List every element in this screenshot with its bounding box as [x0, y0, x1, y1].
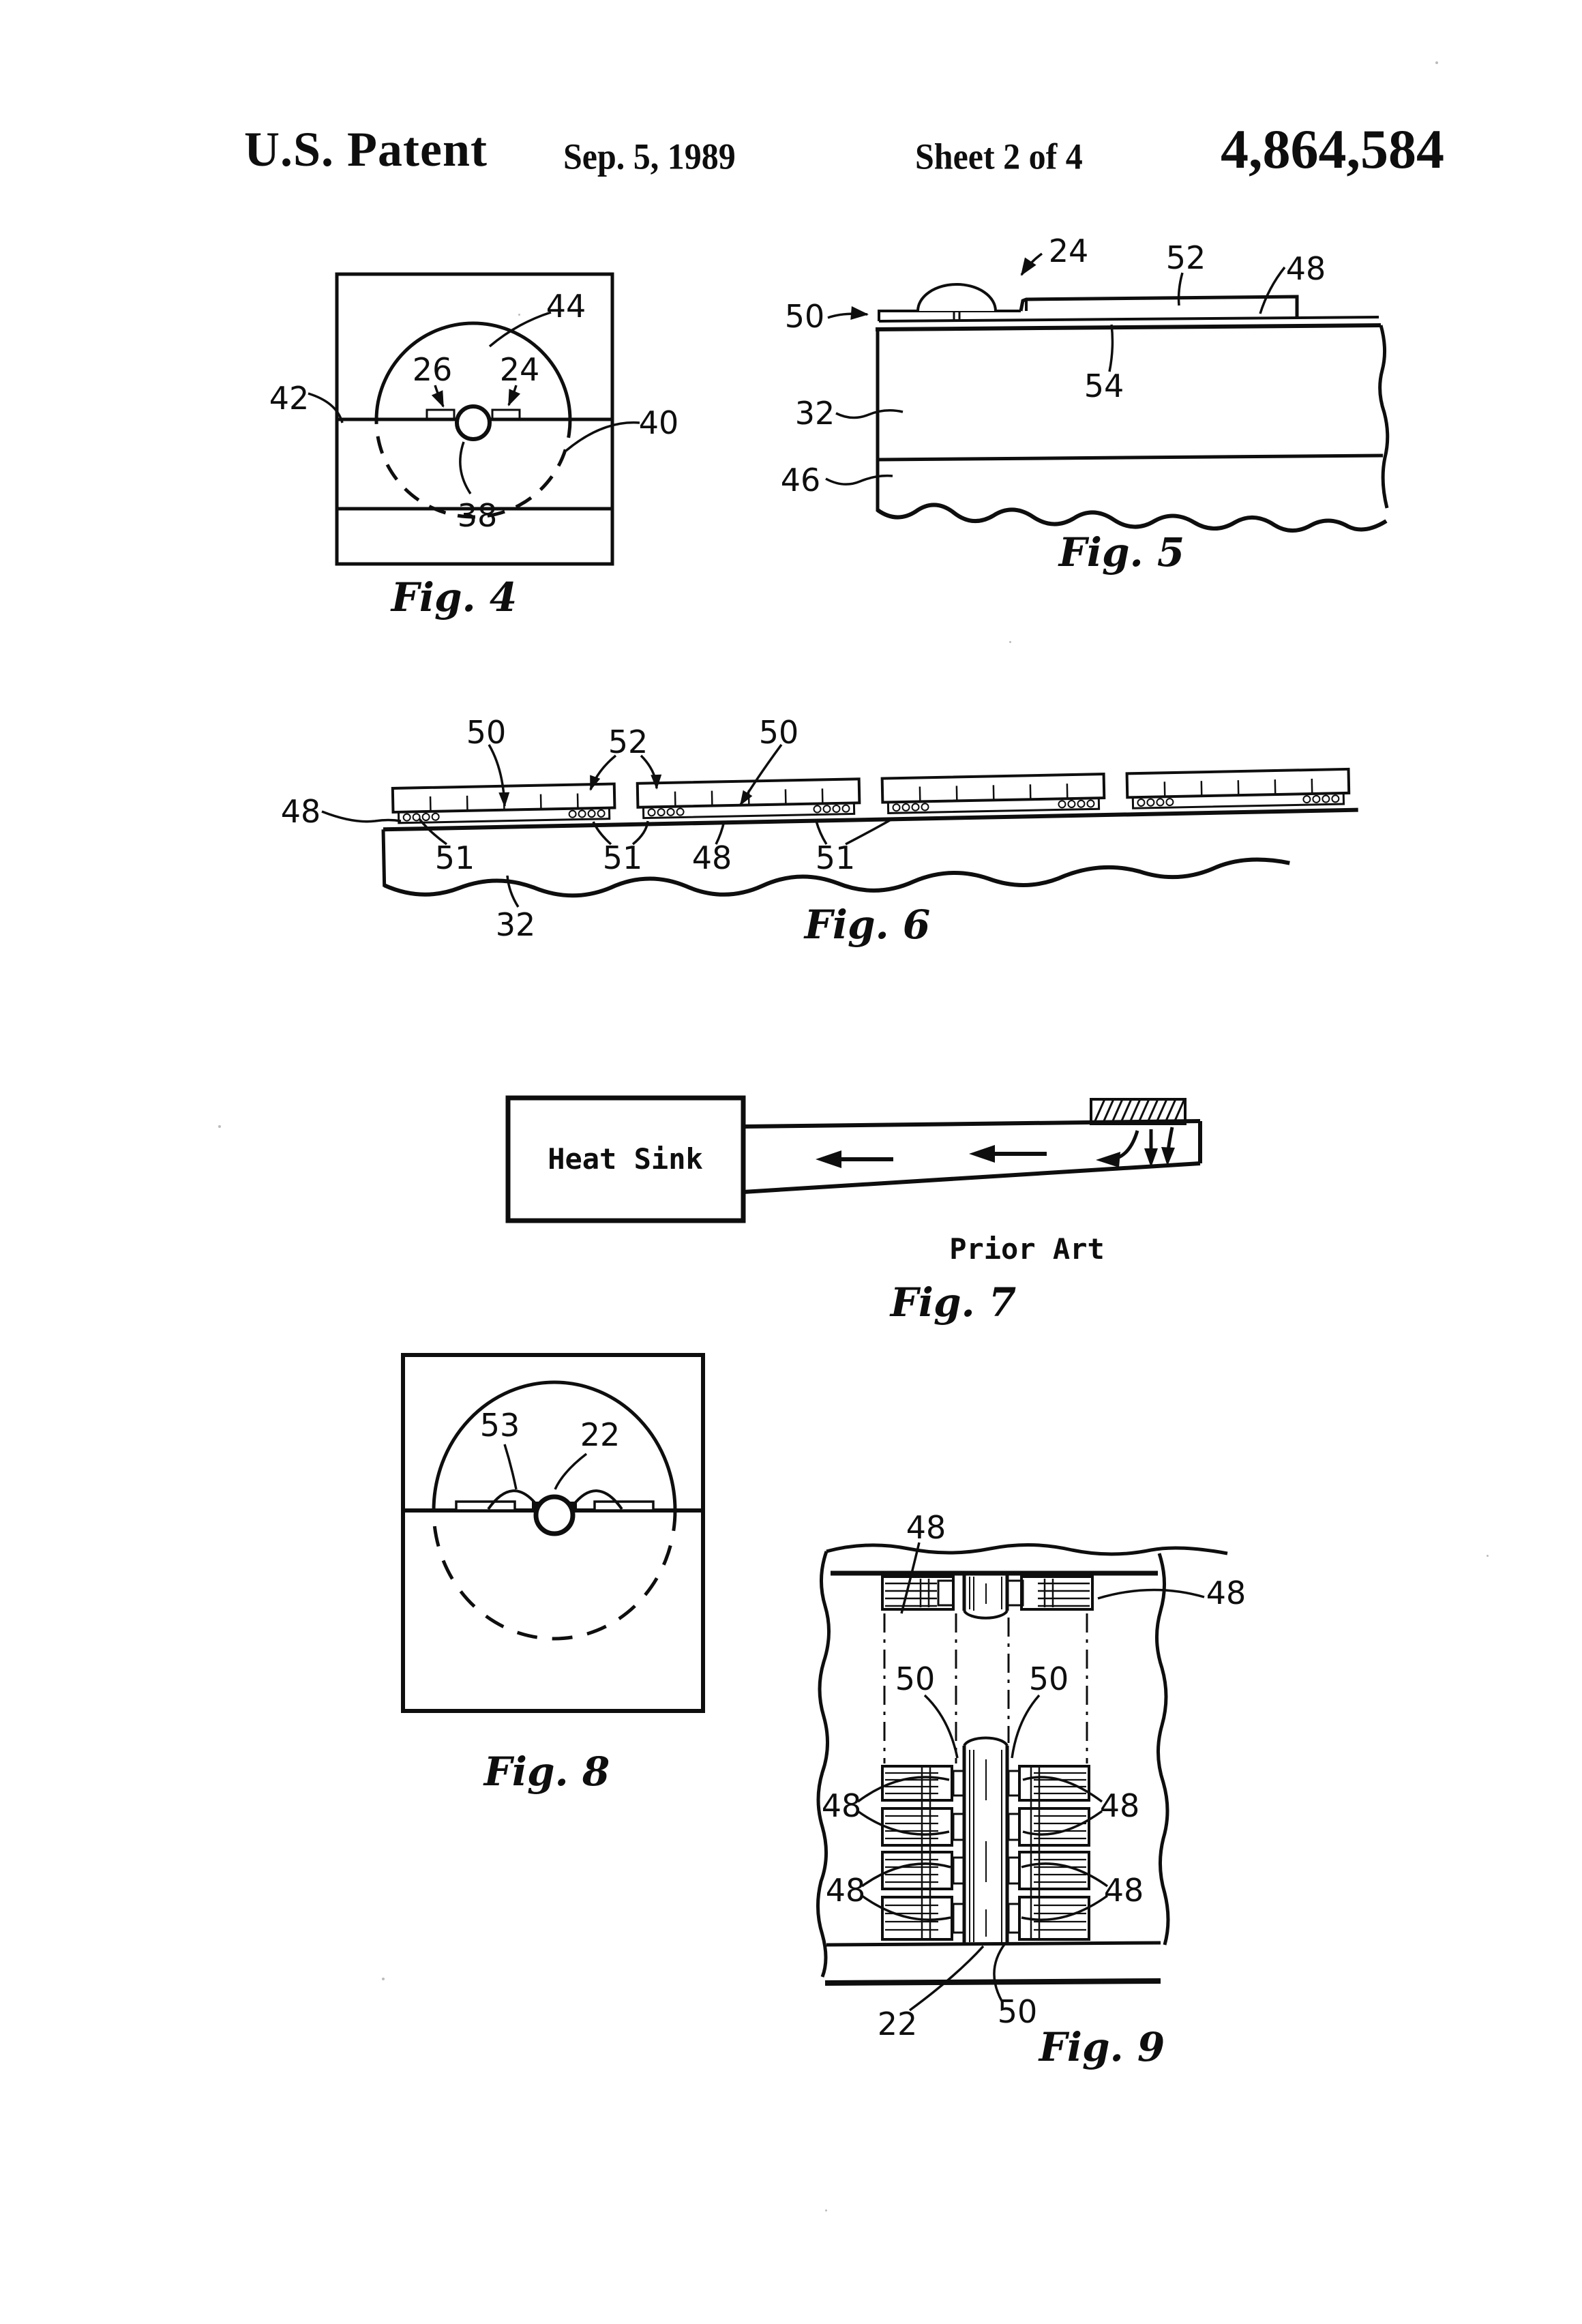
fig5-led-dome-24: [918, 284, 996, 311]
fig9-ref-48-mid-left: 48: [821, 1787, 862, 1824]
fig8-ref-22: 22: [580, 1416, 621, 1453]
fig7-prior-art-label: Prior Art: [949, 1232, 1105, 1266]
fig5-leader-lines: [826, 254, 1285, 484]
fig9-module-top-right: [1008, 1577, 1092, 1609]
fig8-caption: Fig. 8: [483, 1748, 610, 1795]
fig7-heat-flow-arrows: [816, 1127, 1175, 1168]
fig7-caption: Fig. 7: [890, 1279, 1017, 1326]
figure-8: [368, 1343, 750, 1807]
fig6-reference-numerals: [281, 714, 856, 943]
fig4-caption: Fig. 4: [391, 574, 518, 621]
fig6-ref-50-b: 50: [758, 714, 799, 751]
fig8-ref-53: 53: [479, 1407, 520, 1444]
fig5-ref-24: 24: [1048, 233, 1089, 269]
fig9-fiber-22: [964, 1573, 1007, 1945]
fig6-module-row: [393, 769, 1349, 823]
fig8-leader-lines: [505, 1444, 586, 1489]
paper-speckle: [1487, 1555, 1489, 1557]
fig6-ref-32: 32: [495, 906, 536, 943]
fig9-ref-22: 22: [877, 2006, 918, 2042]
paper-speckle: [825, 2209, 827, 2211]
fig4-ref-26: 26: [412, 351, 453, 388]
paper-speckle: [1009, 641, 1011, 643]
fig6-caption: Fig. 6: [804, 902, 931, 948]
fig9-ref-48-low-left: 48: [825, 1872, 866, 1909]
fig9-ref-48-top-left: 48: [906, 1509, 946, 1546]
header-sheet-number: Sheet 2 of 4: [915, 135, 1083, 177]
fig6-ref-48-b: 48: [691, 839, 732, 876]
paper-speckle: [382, 1978, 385, 1980]
fig4-fiber-core: [457, 406, 490, 439]
fig6-module-3: [882, 774, 1105, 814]
header-patent-number: 4,864,584: [1221, 118, 1444, 180]
fig9-caption: Fig. 9: [1039, 2024, 1165, 2070]
header-title: U.S. Patent: [244, 122, 488, 177]
fig9-module-top-left: [882, 1577, 953, 1609]
figure-5: [750, 225, 1425, 607]
fig6-ref-50-a: 50: [466, 714, 507, 751]
fig6-ref-51-a: 51: [434, 839, 475, 876]
figure-9: [784, 1493, 1262, 2080]
paper-speckle: [1435, 61, 1438, 64]
figure-6: [273, 696, 1405, 962]
header-date: Sep. 5, 1989: [563, 135, 736, 177]
fig4-ref-44: 44: [546, 288, 586, 325]
fig9-top-modules: [882, 1577, 1092, 1609]
fig6-substrate-32: [383, 810, 1360, 902]
fig9-ref-48-low-right: 48: [1103, 1872, 1144, 1909]
fig4-ref-38: 38: [457, 497, 498, 534]
fig9-ref-48-top-right: 48: [1206, 1575, 1247, 1611]
fig4-ref-42: 42: [269, 380, 310, 417]
figure-4: [259, 266, 709, 627]
fig5-chip-plate-52: [1021, 297, 1297, 319]
fig6-ref-51-c: 51: [815, 839, 856, 876]
fig5-ref-54: 54: [1084, 368, 1124, 404]
fig9-ref-50-right: 50: [1028, 1660, 1069, 1697]
fig9-reference-numerals: [822, 1509, 1247, 2042]
fig4-leader-lines: [308, 312, 640, 494]
fig7-heat-sink-label: Heat Sink: [548, 1142, 703, 1176]
fig6-ref-51-b: 51: [602, 839, 643, 876]
fig5-substrate: [876, 325, 1388, 531]
fig5-caption: Fig. 5: [1058, 529, 1185, 576]
paper-speckle: [518, 314, 520, 316]
fig9-ref-50-left: 50: [895, 1660, 936, 1697]
fig4-ref-24: 24: [499, 351, 540, 388]
fig5-ref-50: 50: [784, 298, 825, 335]
fig8-fiber-core: [536, 1497, 573, 1534]
fig9-ref-48-mid-right: 48: [1099, 1787, 1140, 1824]
fig5-ref-52: 52: [1165, 239, 1206, 276]
fig4-ref-40: 40: [638, 404, 679, 441]
fig6-tilted-assembly: [383, 769, 1360, 902]
fig5-ref-48: 48: [1285, 250, 1326, 287]
fig6-ref-52: 52: [608, 724, 648, 760]
fig6-module-4: [1127, 769, 1349, 809]
fig6-module-2: [638, 779, 860, 818]
figure-7: [477, 1071, 1282, 1343]
fig8-reference-numerals: [480, 1407, 621, 1453]
fig5-ref-32: 32: [794, 395, 835, 432]
fig6-ref-48-a: 48: [280, 793, 321, 830]
fig5-ref-46: 46: [780, 462, 821, 498]
paper-speckle: [218, 1125, 221, 1128]
fig9-ref-50-bottom: 50: [997, 1993, 1038, 2030]
fig7-substrate-bar: [743, 1121, 1200, 1192]
